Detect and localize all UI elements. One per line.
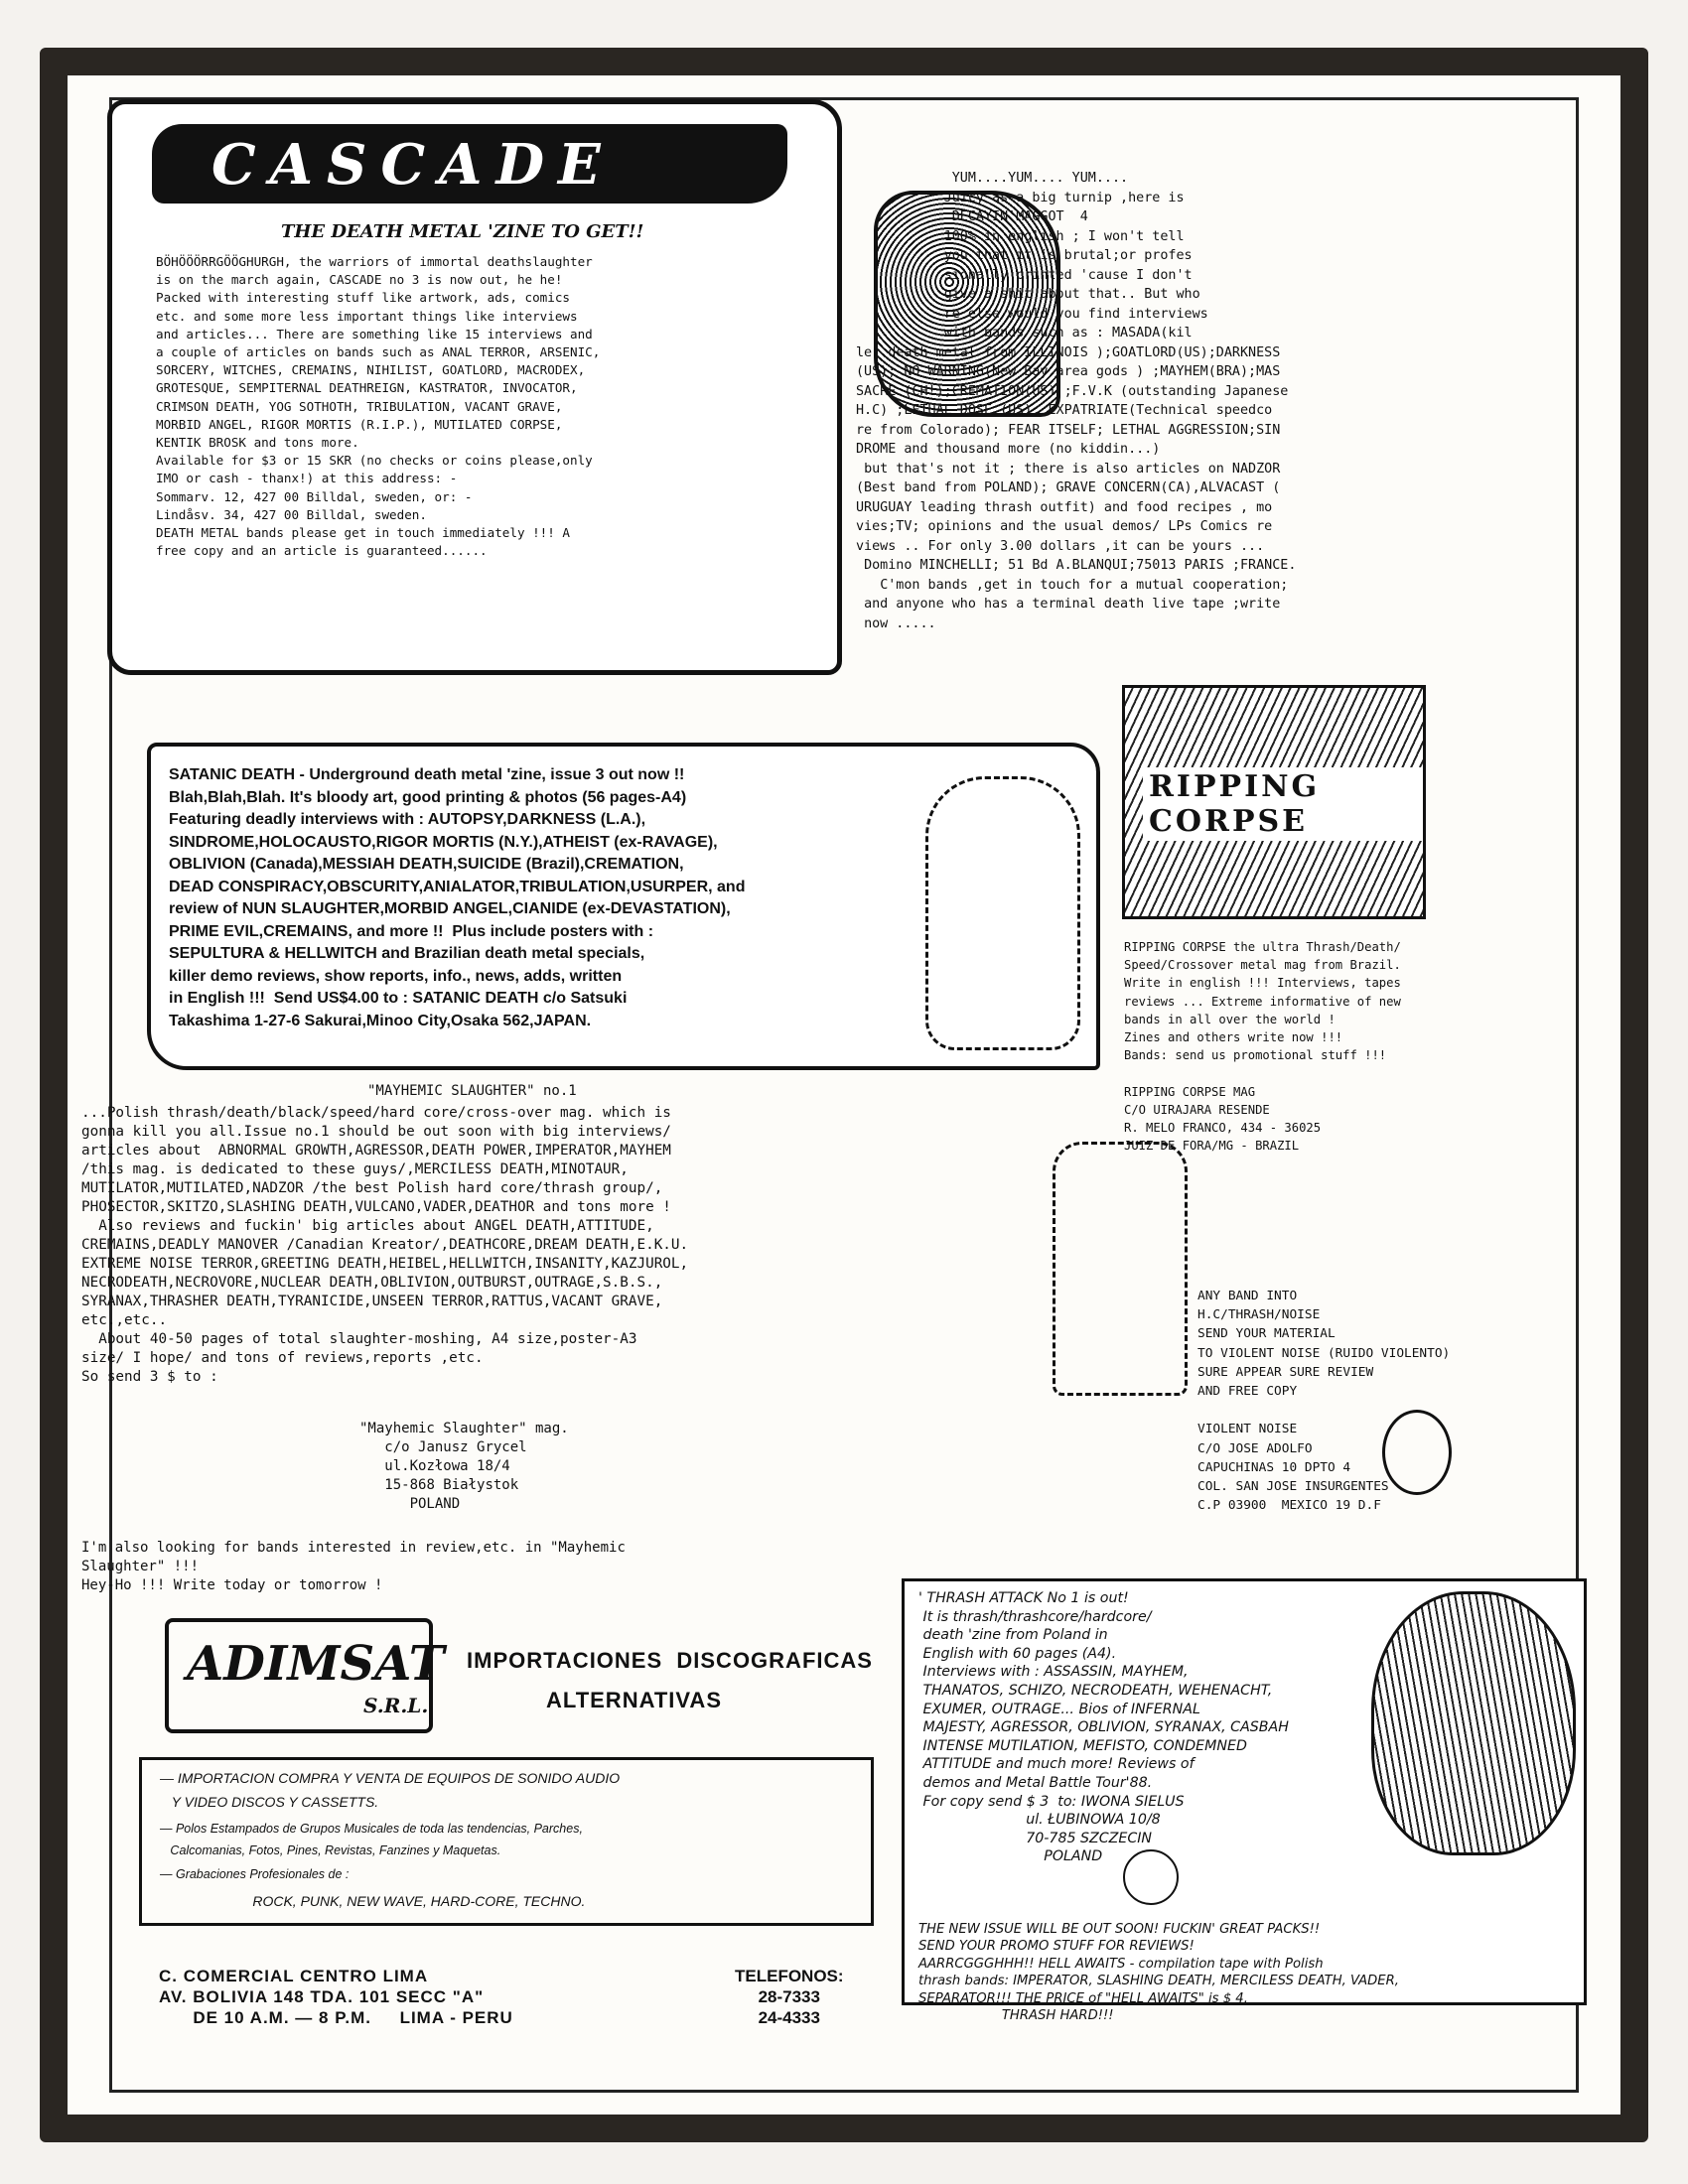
ripping-corpse-logo	[1122, 685, 1426, 919]
adimsat-srl: S.R.L.	[363, 1694, 429, 1717]
mayhemic-body: ...Polish thrash/death/black/speed/hard core/cross-over mag. which is gonna kill you all.Issue no.1 should be out soon with big interviews/ articles about ABNORMAL GROWTH,AGRESSOR,DEATH POWER,IMPERATOR,MAYHEM /this mag. is dedicated to these guys/,MERCILESS DEATH,MINOTAUR, MUTILATOR,MUTILATED,NADZOR /the best Polish hard core/thrash group/, PHOSECTOR,SKITZO,SLASHING DEATH,VULCANO,VADER,DEATHOR and tons more ! Also reviews and fuckin' big articles about ANGEL DEATH,ATTITUDE, CREMAINS,DEADLY MANOVER /Canadian Kreator/,DEATHCORE,DREAM DEATH,E.K.U. EXTREME NOISE TERROR,GREETING DEATH,HEIBEL,HELLWITCH,INSANITY,KAZJUROL, NECRODEATH,NECROVORE,NUCLEAR DEATH,OBLIVION,OUTBURST,OUTRAGE,S.B.S., SYRANAX,THRASHER DEATH,TYRANICIDE,UNSEEN TERROR,RATTUS,VACANT GRAVE, etc.,etc.. About 40-50 pages of total slaughter-moshing, A4 size,poster-A3 size/ I hope/ and tons of reviews,reports ,etc. So send 3 $ to :	[81, 1105, 689, 1385]
cascade-logo-text: CASCADE	[211, 132, 615, 198]
cascade-body: BÖHÖÖÖRRGÖÖGHURGH, the warriors of immortal deathslaughter is on the march again, CASCADE no 3 is now out, he he! Packed with interesting stuff like artwork, ads, comics etc. and some more less important things like interviews and articles... There are something like 15 interviews and a couple of articles on bands such as ANAL TERROR, ARSENIC, SORCERY, WITCHES, CREMAINS, NIHILIST, GOATLORD, MACRODEX, GROTESQUE, SEMPITERNAL DEATHREIGN, KASTRATOR, INVOCATOR, CRIMSON DEATH, YOG SOTHOTH, TRIBULATION, VACANT GRAVE, MORBID ANGEL, RIGOR MORTIS (R.I.P.), MUTILATED CORPSE, KENTIK BROSK and tons more. Available for $3 or 15 SKR (no checks or coins please,only IMO or cash - thanx!) at this address: - Sommarv. 12, 427 00 Billdal, sweden, or: - Lindåsv. 34, 427 00 Billdal, sweden. DEATH METAL bands please get in touch immediately !!! A free copy and an article is guaranteed......	[156, 254, 601, 559]
adimsat-service-item: Y VIDEO DISCOS Y CASSETTS.	[160, 1794, 379, 1810]
mayhemic-footer: I'm also looking for bands interested in review,etc. in "Mayhemic Slaughter" !!! Hey-Ho !!! Write today or tomorrow !	[81, 1540, 626, 1593]
thrash-attack-footer: THE NEW ISSUE WILL BE OUT SOON! FUCKIN' GREAT PACKS!! SEND YOUR PROMO STUFF FOR REVIEWS! AARRCGGGHHH!! HELL AWAITS - compilation tape with Polish thrash bands: IMPERATOR, SLASHING DEATH, MERCILESS DEATH, VADER, SEPARATOR!!! THE PRICE of "HELL AWAITS" is $ 4. THRASH HARD!!!	[918, 1922, 1399, 2024]
violent-noise-ad: ANY BAND INTO H.C/THRASH/NOISE SEND YOUR MATERIAL TO VIOLENT NOISE (RUIDO VIOLENTO) SURE APPEAR SURE REVIEW AND FREE COPY VIOLENT NOISE C/O JOSE ADOLFO CAPUCHINAS 10 DPTO 4 COL. SAN JOSE INSURGENTES C.P 03900 MEXICO 19 D.F	[1197, 1289, 1451, 1514]
adimsat-service-item: ROCK, PUNK, NEW WAVE, HARD-CORE, TECHNO.	[160, 1893, 586, 1909]
adimsat-logo	[165, 1618, 445, 1733]
adimsat-service-item: — IMPORTACION COMPRA Y VENTA DE EQUIPOS DE SONIDO AUDIO	[160, 1770, 621, 1786]
adimsat-service-item: — Grabaciones Profesionales de :	[160, 1867, 350, 1881]
cascade-ad	[107, 99, 842, 675]
punk-illustration	[1053, 1142, 1188, 1396]
cascade-subtitle: THE DEATH METAL 'ZINE TO GET!!	[281, 221, 644, 242]
satanic-death-ad	[147, 743, 1100, 1070]
adimsat-logo-text: ADIMSAT	[187, 1636, 445, 1692]
skeleton-illustration	[925, 776, 1080, 1050]
satanic-death-body: SATANIC DEATH - Underground death metal 'zine, issue 3 out now !! Blah,Blah,Blah. It's bloody art, good printing & photos (56 pages-A4) Featuring deadly interviews with : AUTOPSY,DARKNESS (L.A.), SINDROME,HOLOCAUSTO,RIGOR MORTIS (N.Y.),ATHEIST (ex-RAVAGE), OBLIVION (Canada),MESSIAH DEATH,SUICIDE (Brazil),CREMATION, DEAD CONSPIRACY,OBSCURITY,ANIALATOR,TRIBULATION,USURPER, and review of NUN SLAUGHTER,MORBID ANGEL,CIANIDE (ex-DEVASTATION), PRIME EVIL,CREMAINS, and more !! Plus include posters with : SEPULTURA & HELLWITCH and Brazilian death metal specials, killer demo reviews, show reports, info., news, adds, written in English !!! Send US$4.00 to : SATANIC DEATH c/o Satsuki Takashima 1-27-6 Sakurai,Minoo City,Osaka 562,JAPAN.	[169, 766, 746, 1029]
adimsat-service-item: — Polos Estampados de Grupos Musicales de toda las tendencias, Parches,	[160, 1822, 583, 1836]
thrash-attack-ad	[902, 1578, 1587, 2024]
mouse-illustration	[1382, 1410, 1452, 1495]
thrash-attack-body: ' THRASH ATTACK No 1 is out! It is thrash/thrashcore/hardcore/ death 'zine from Poland in English with 60 pages (A4). Interviews with : ASSASSIN, MAYHEM, THANATOS, SCHIZO, NECRODEATH, WEHENACHT, EXUMER, OUTRAGE... Bios of INFERNAL MAJESTY, AGRESSOR, OBLIVION, SYRANAX, CASBAH INTENSE MUTILATION, MEFISTO, CONDEMNED ATTITUDE and much more! Reviews of demos and Metal Battle Tour'88. For copy send $ 3 to: IWONA SIELUS ul. ŁUBINOWA 10/8 70-785 SZCZECIN POLAND	[918, 1590, 1289, 1865]
adimsat-service-item: Calcomanias, Fotos, Pines, Revistas, Fanzines y Maquetas.	[160, 1843, 501, 1857]
adimsat-heading-1: IMPORTACIONES DISCOGRAFICAS	[467, 1648, 873, 1673]
mayhemic-address: "Mayhemic Slaughter" mag. c/o Janusz Grycel ul.Kozłowa 18/4 15-868 Białystok POLAND	[359, 1421, 569, 1512]
cascade-logo	[152, 124, 787, 204]
hxc-symbol	[1123, 1849, 1179, 1905]
adimsat-telefonos: TELEFONOS: 28-7333 24-4333	[735, 1967, 844, 2027]
screaming-face-illustration	[1371, 1591, 1576, 1855]
adimsat-address: C. COMERCIAL CENTRO LIMA AV. BOLIVIA 148 TDA. 101 SECC "A" DE 10 A.M. — 8 P.M. LIMA - PERU	[159, 1967, 513, 2027]
ripping-corpse-ad: RIPPING CORPSE the ultra Thrash/Death/ Speed/Crossover metal mag from Brazil. Write in english !!! Interviews, tapes reviews ... Extreme informative of new bands in all over the world ! Zines and others write now !!! Bands: send us promotional stuff !!! RIPPING CORPSE MAG C/O UIRAJARA RESENDE R. MELO FRANCO, 434 - 36025 JUIZ DE FORA/MG - BRAZIL	[1124, 940, 1401, 1154]
decayin-maggot-ad: YUM....YUM.... YUM.... Juicy as a big turnip ,here is DECAYIN'MAGGOT 4 100% in english ; I won't tell you that it is brutal;or profes sionally printed 'cause I don't give a shit about that.. But who re else would you find interviews with bands such as : MASADA(kil ler death metal from ILLINOIS );GOATLORD(US);DARKNESS (US); NO WARNING(New Bay area gods ) ;MAYHEM(BRA);MAS SACRE (CH!);CREMATION(US) ;F.V.K (outstanding Japanese H.C) ;LETHAL DOSE (US); EXPATRIATE(Technical speedco re from Colorado); FEAR ITSELF; LETHAL AGGRESSION;SIN DROME and thousand more (no kiddin...) but that's not it ; there is also articles on NADZOR (Best band from POLAND); GRAVE CONCERN(CA),ALVACAST ( URUGUAY leading thrash outfit) and food recipes , mo vies;TV; opinions and the usual demos/ LPs Comics re views .. For only 3.00 dollars ,it can be yours ... Domino MINCHELLI; 51 Bd A.BLANQUI;75013 PARIS ;FRANCE. C'mon bands ,get in touch for a mutual cooperation; and anyone who has a terminal death live tape ;write now .....	[856, 171, 1297, 631]
adimsat-services-box	[139, 1757, 874, 1926]
ripping-corpse-logo-text: RIPPING CORPSE	[1143, 767, 1423, 841]
adimsat-heading-2: ALTERNATIVAS	[546, 1688, 722, 1712]
mayhemic-title: "MAYHEMIC SLAUGHTER" no.1	[367, 1083, 577, 1099]
